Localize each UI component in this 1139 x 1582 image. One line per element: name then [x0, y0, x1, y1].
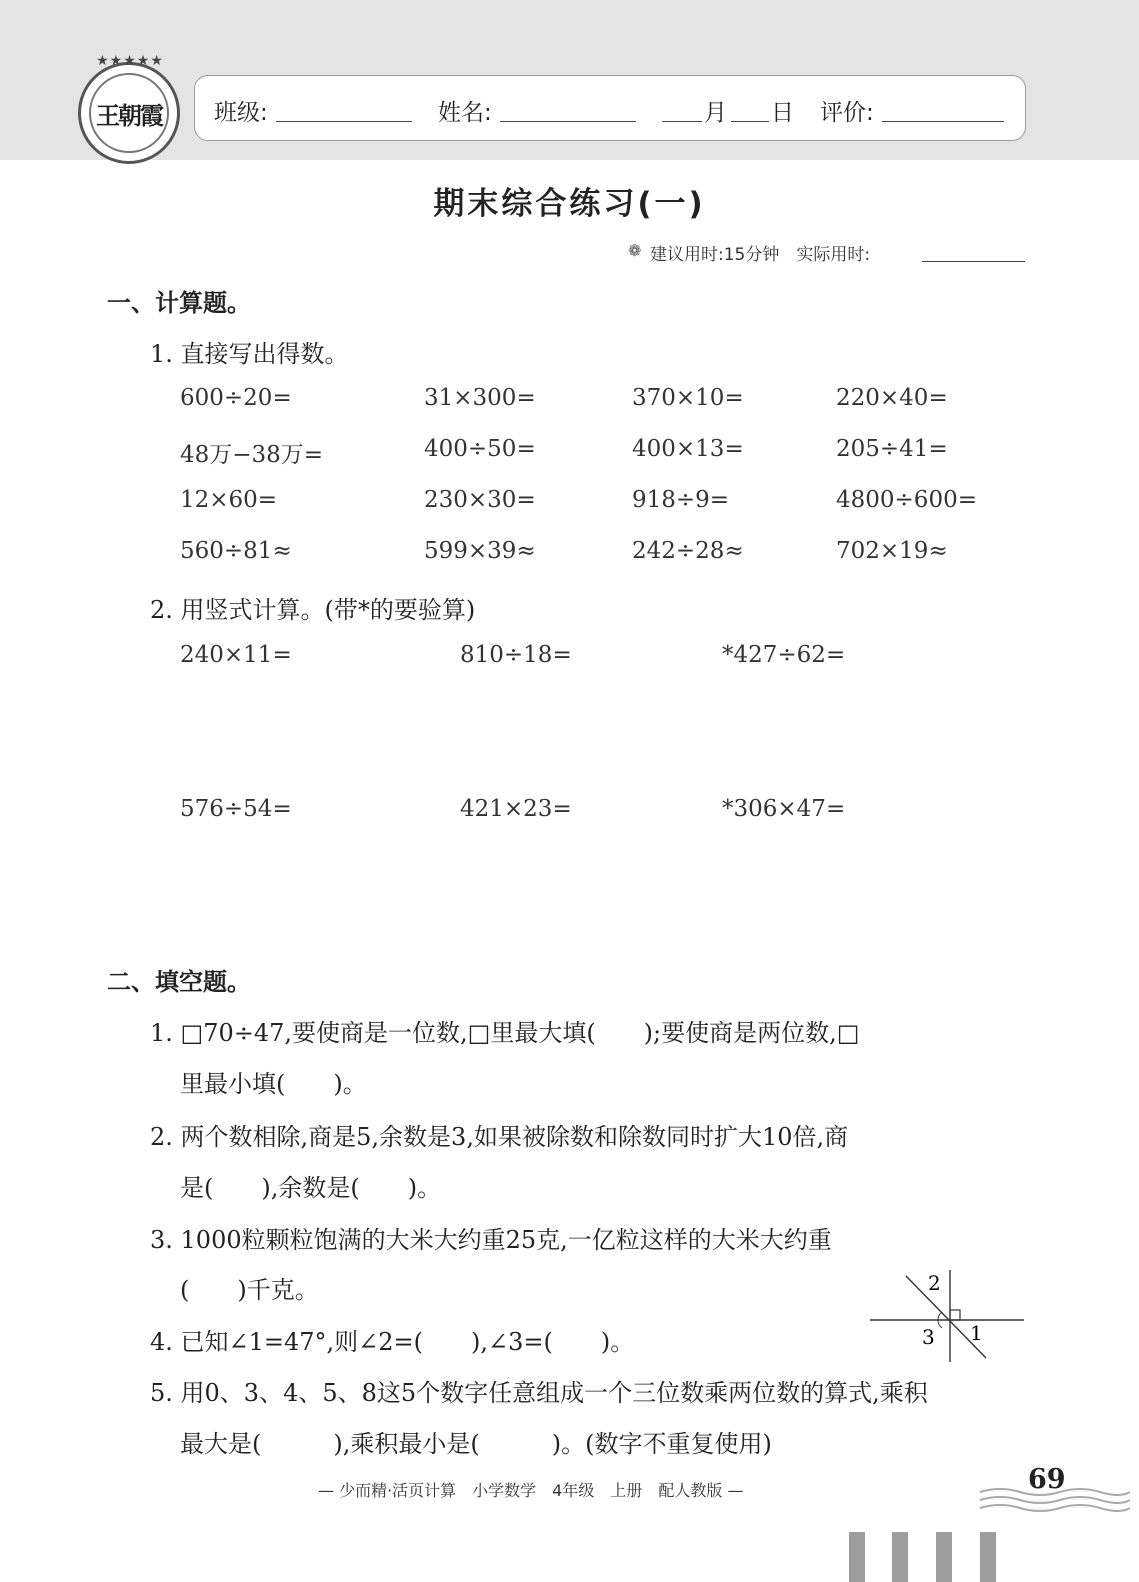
vertical-calc-item: *427÷62=	[722, 642, 846, 668]
logo-text: 王朝霞	[89, 73, 169, 153]
publisher-logo	[78, 53, 180, 164]
fill-item-5-line2: 最大是( ),乘积最小是( )。(数字不重复使用)	[180, 1430, 772, 1458]
oral-calc-item: 205÷41=	[836, 436, 948, 462]
oral-calc-item: 4800÷600=	[836, 487, 977, 513]
oral-calc-item: 918÷9=	[632, 487, 730, 513]
angle-label-3: 3	[922, 1325, 935, 1349]
page-number: 69	[1028, 1464, 1066, 1495]
clock-flower-icon: ❁	[628, 241, 642, 260]
fill-item-1-line1: 1. □70÷47,要使商是一位数,□里最大填( );要使商是两位数,□	[150, 1019, 860, 1047]
oral-calc-item: 31×300=	[424, 385, 536, 411]
section2-heading: 二、填空题。	[107, 968, 251, 996]
eval-field[interactable]	[882, 121, 1004, 122]
oral-calc-item: 600÷20=	[180, 385, 292, 411]
oral-calc-item: 599×39≈	[424, 538, 536, 564]
fill-item-4-line1: 4. 已知∠1=47°,则∠2=( ),∠3=( )。	[150, 1328, 635, 1356]
month-label: 月	[704, 100, 727, 126]
actual-time-field[interactable]	[922, 261, 1025, 262]
oral-calc-item: 702×19≈	[836, 538, 948, 564]
oral-calc-item: 560÷81≈	[180, 538, 292, 564]
q2-label: 2. 用竖式计算。(带*的要验算)	[150, 596, 476, 624]
vertical-calc-item: 240×11=	[180, 642, 292, 668]
vertical-calc-item: 421×23=	[460, 796, 572, 822]
star-icons: ★★★★★	[96, 53, 164, 69]
oral-calc-item: 220×40=	[836, 385, 948, 411]
q1-label: 1. 直接写出得数。	[150, 340, 349, 368]
name-label: 姓名:	[438, 100, 492, 126]
section1-heading: 一、计算题。	[107, 289, 251, 317]
fill-item-2-line2: 是( ),余数是( )。	[180, 1174, 442, 1202]
right-angle-mark	[950, 1310, 960, 1320]
day-label: 日	[771, 100, 794, 126]
fill-item-1-line2: 里最小填( )。	[180, 1070, 367, 1098]
month-field[interactable]	[662, 121, 702, 122]
footer-text: — 少而精·活页计算 小学数学 4年级 上册 配人教版 —	[318, 1481, 744, 1500]
vertical-calc-item: 576÷54=	[180, 796, 292, 822]
angle-label-1: 1	[970, 1321, 983, 1345]
vertical-calc-item: 810÷18=	[460, 642, 572, 668]
binding-bar	[849, 1532, 865, 1582]
class-field[interactable]	[276, 121, 412, 122]
oral-calc-item: 370×10=	[632, 385, 744, 411]
angle-diagram	[866, 1268, 1026, 1364]
eval-label: 评价:	[820, 100, 874, 126]
fill-item-3-line1: 3. 1000粒颗粒饱满的大米大约重25克,一亿粒这样的大米大约重	[150, 1226, 832, 1254]
oral-calc-item: 12×60=	[180, 487, 278, 513]
binding-bar	[936, 1532, 952, 1582]
fill-item-3-line2: ( )千克。	[180, 1276, 319, 1304]
oral-calc-item: 242÷28≈	[632, 538, 744, 564]
oral-calc-item: 400×13=	[632, 436, 744, 462]
binding-bar	[980, 1532, 996, 1582]
time-hint: 建议用时:15分钟 实际用时:	[650, 245, 871, 265]
class-label: 班级:	[214, 100, 268, 126]
oral-calc-item: 230×30=	[424, 487, 536, 513]
oral-calc-item: 48万−38万=	[180, 442, 324, 468]
angle-label-2: 2	[928, 1271, 941, 1295]
oral-calc-item: 400÷50=	[424, 436, 536, 462]
fill-item-2-line1: 2. 两个数相除,商是5,余数是3,如果被除数和除数同时扩大10倍,商	[150, 1123, 849, 1151]
name-field[interactable]	[500, 121, 636, 122]
vertical-calc-item: *306×47=	[722, 796, 846, 822]
student-info-box	[194, 75, 1026, 141]
binding-bar	[892, 1532, 908, 1582]
fill-item-5-line1: 5. 用0、3、4、5、8这5个数字任意组成一个三位数乘两位数的算式,乘积	[150, 1379, 928, 1407]
page-title: 期末综合练习(一)	[433, 186, 706, 222]
slanted-line	[906, 1276, 986, 1358]
day-field[interactable]	[731, 121, 769, 122]
